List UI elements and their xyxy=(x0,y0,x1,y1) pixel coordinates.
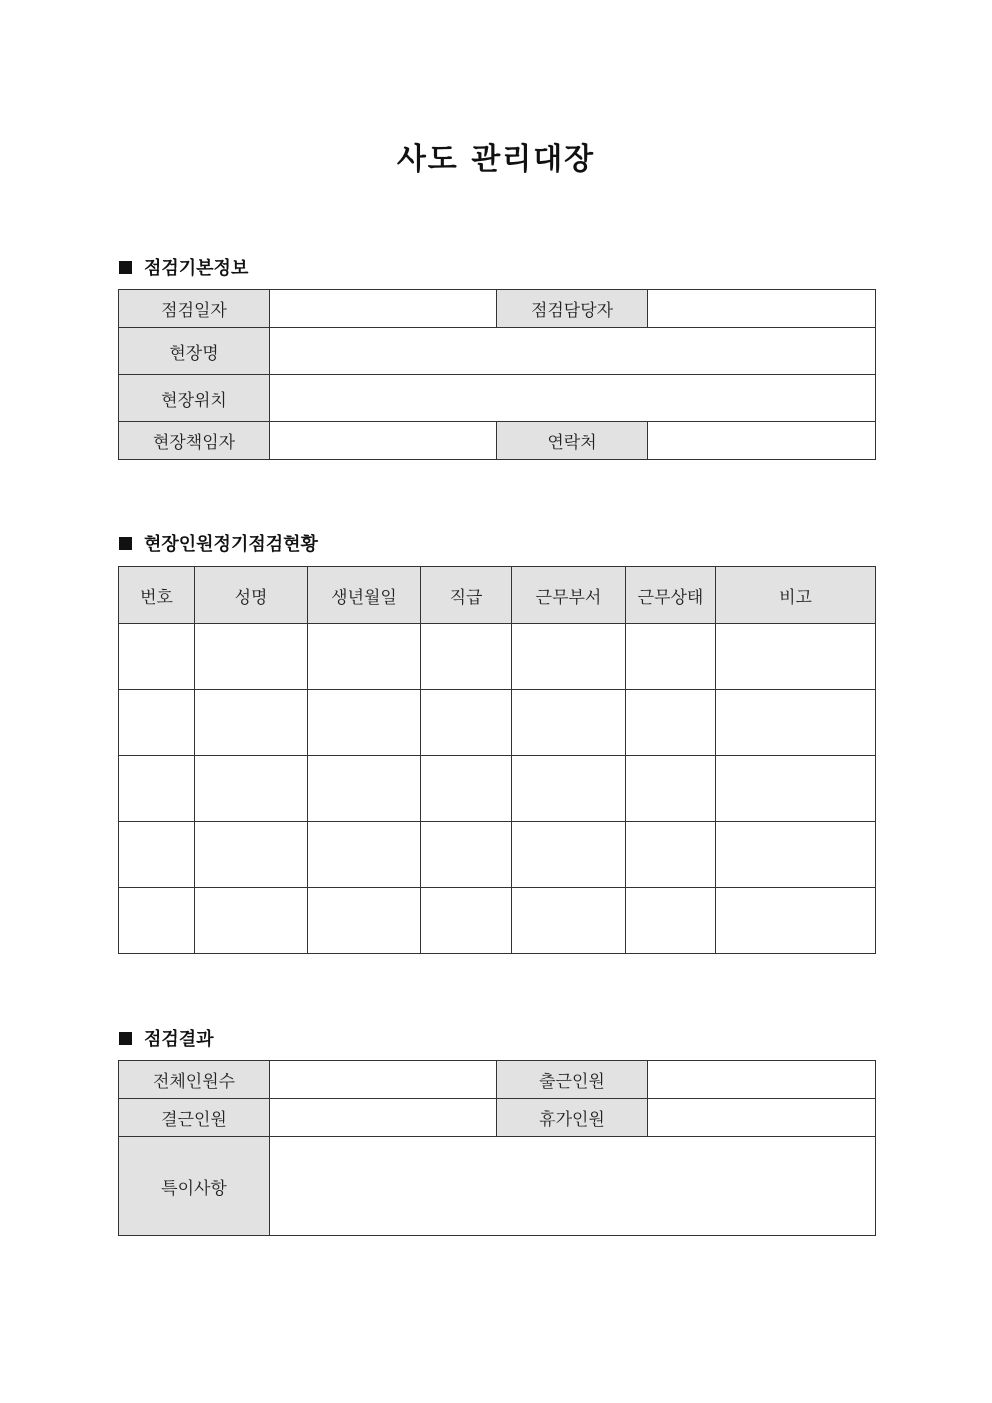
table-cell[interactable] xyxy=(626,888,716,954)
table-header-row xyxy=(119,567,876,624)
square-bullet-icon xyxy=(119,1032,132,1045)
table-cell[interactable] xyxy=(119,822,195,888)
table-cell[interactable] xyxy=(716,624,876,690)
table-row xyxy=(119,1099,876,1137)
column-header-name: 성명 xyxy=(195,567,308,624)
absent-staff-field[interactable] xyxy=(270,1099,497,1137)
vacation-staff-label: 휴가인원 xyxy=(497,1099,648,1137)
table-cell[interactable] xyxy=(512,822,626,888)
table-cell[interactable] xyxy=(421,888,512,954)
table-cell[interactable] xyxy=(626,624,716,690)
site-location-field[interactable] xyxy=(270,375,876,422)
table-cell[interactable] xyxy=(195,756,308,822)
table-row xyxy=(119,422,876,460)
site-manager-label: 현장책임자 xyxy=(119,422,270,460)
table-cell[interactable] xyxy=(716,888,876,954)
site-manager-field[interactable] xyxy=(270,422,497,460)
table-cell[interactable] xyxy=(308,690,421,756)
total-staff-label: 전체인원수 xyxy=(119,1061,270,1099)
table-cell[interactable] xyxy=(119,888,195,954)
page-title: 사도 관리대장 xyxy=(396,142,596,177)
column-header-department: 근무부서 xyxy=(512,567,626,624)
table-cell[interactable] xyxy=(421,690,512,756)
basic-info-table xyxy=(118,289,876,460)
table-cell[interactable] xyxy=(195,624,308,690)
table-cell[interactable] xyxy=(119,690,195,756)
table-cell[interactable] xyxy=(512,888,626,954)
table-row xyxy=(119,822,876,888)
table-cell[interactable] xyxy=(421,756,512,822)
inspector-label: 점검담당자 xyxy=(497,290,648,328)
table-row xyxy=(119,1137,876,1236)
section-heading-label: 점검결과 xyxy=(144,1029,214,1050)
table-cell[interactable] xyxy=(308,888,421,954)
table-cell[interactable] xyxy=(626,822,716,888)
result-table xyxy=(118,1060,876,1236)
table-cell[interactable] xyxy=(119,756,195,822)
table-cell[interactable] xyxy=(512,624,626,690)
table-cell[interactable] xyxy=(626,690,716,756)
table-row xyxy=(119,375,876,422)
present-staff-field[interactable] xyxy=(648,1061,876,1099)
table-row xyxy=(119,328,876,375)
contact-field[interactable] xyxy=(648,422,876,460)
present-staff-label: 출근인원 xyxy=(497,1061,648,1099)
table-cell[interactable] xyxy=(512,690,626,756)
remarks-label: 특이사항 xyxy=(119,1137,270,1236)
column-header-birthdate: 생년월일 xyxy=(308,567,421,624)
table-cell[interactable] xyxy=(421,624,512,690)
table-cell[interactable] xyxy=(308,756,421,822)
section-heading-result xyxy=(119,1025,214,1051)
table-cell[interactable] xyxy=(195,822,308,888)
table-cell[interactable] xyxy=(716,690,876,756)
table-row xyxy=(119,624,876,690)
table-cell[interactable] xyxy=(195,888,308,954)
table-row xyxy=(119,290,876,328)
staff-table xyxy=(118,566,876,954)
square-bullet-icon xyxy=(119,261,132,274)
table-cell[interactable] xyxy=(626,756,716,822)
table-cell[interactable] xyxy=(308,822,421,888)
table-cell[interactable] xyxy=(421,822,512,888)
table-row xyxy=(119,1061,876,1099)
column-header-position: 직급 xyxy=(421,567,512,624)
square-bullet-icon xyxy=(119,537,132,550)
column-header-remarks: 비고 xyxy=(716,567,876,624)
section-heading-basic-info xyxy=(119,254,248,280)
inspection-date-label: 점검일자 xyxy=(119,290,270,328)
section-heading-label: 현장인원정기점검현황 xyxy=(144,534,318,555)
total-staff-field[interactable] xyxy=(270,1061,497,1099)
table-cell[interactable] xyxy=(716,756,876,822)
section-heading-label: 점검기본정보 xyxy=(144,258,249,279)
site-name-field[interactable] xyxy=(270,328,876,375)
table-cell[interactable] xyxy=(308,624,421,690)
table-cell[interactable] xyxy=(195,690,308,756)
column-header-number: 번호 xyxy=(119,567,195,624)
contact-label: 연락처 xyxy=(497,422,648,460)
inspection-date-field[interactable] xyxy=(270,290,497,328)
table-cell[interactable] xyxy=(512,756,626,822)
table-row xyxy=(119,690,876,756)
site-location-label: 현장위치 xyxy=(119,375,270,422)
table-cell[interactable] xyxy=(119,624,195,690)
table-cell[interactable] xyxy=(716,822,876,888)
inspector-field[interactable] xyxy=(648,290,876,328)
table-row xyxy=(119,888,876,954)
absent-staff-label: 결근인원 xyxy=(119,1099,270,1137)
table-row xyxy=(119,756,876,822)
remarks-field[interactable] xyxy=(270,1137,876,1236)
section-heading-staff xyxy=(119,530,318,556)
vacation-staff-field[interactable] xyxy=(648,1099,876,1137)
site-name-label: 현장명 xyxy=(119,328,270,375)
column-header-work-status: 근무상태 xyxy=(626,567,716,624)
